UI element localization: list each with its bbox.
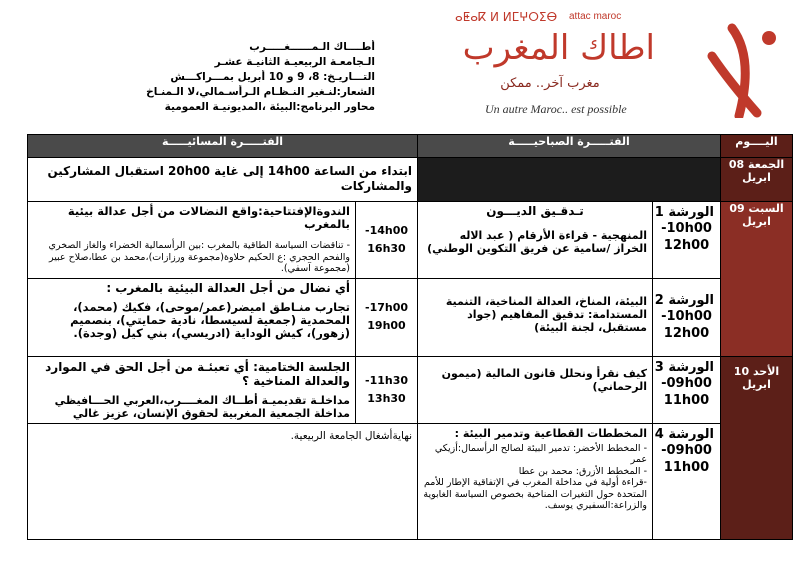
friday-evening [28,158,418,202]
ev3-time [356,356,418,423]
day-friday: الجمعة 08 ابريل [721,158,793,202]
program-table [27,134,793,540]
ws2-label: الورشة 2 [654,292,714,308]
ev4-text: نهايةأشغال الجامعة الربيعية. [290,429,412,442]
ev1-content [28,202,356,279]
ws4-line: - المخطط الأخضر: تدمير البيئة لصالح الرأسمال:أزيكي عمر [434,442,647,465]
ws3-time-start: 09h00- [661,375,712,391]
ev1-time [356,202,418,279]
day-saturday: السبت 09 ابريل [721,202,793,357]
logo-french-slogan: Un autre Maroc.. est possible [485,102,627,116]
ws2-time-start: 10h00- [661,308,712,324]
info-line: الـجامعـة الربيعيـة الثانيـة عشـر [214,56,375,68]
col-header-morning: الفتـــــرة الصباحيـــــة [418,135,721,158]
ev3-body: مداخلـة تقديميـة أطــاك المغــــرب،العربي الحـــافيظي مداخلة الجمعية المغربية لحقوق الإنسان، عزيز غالي [54,393,350,420]
ws2-label-cell [653,278,721,356]
attac-mark-icon [687,18,797,118]
table-header-row [28,135,793,158]
table-row [28,356,793,423]
ev2-time-start: 17h00- [364,301,409,314]
ev3-title: الجلسة الختامية: أي تعبئـة من أجل الحق في الموارد والعدالة المناخية ؟ [45,359,350,388]
table-row [28,202,793,279]
ws4-content [418,423,653,539]
ws3-time-end: 11h00 [663,392,710,408]
ws3-label: الورشة 3 [654,359,714,375]
ws4-time-start: 09h00- [661,442,712,458]
ws2-body: البيئة، المناخ، العدالة المناخية، التنمية المستدامة: تدقيق المفاهيم (جواد مستقبل، لجنة البيئة) [445,294,647,334]
ws4-title: المخططات القطاعية وتدمير البيئة : [454,426,647,440]
ev3-content [28,356,356,423]
ws1-time-end: 12h00 [663,238,710,253]
logo-tifinagh: ⴰⵟⴰⴽ ⵍ ⵍⵎⵖⵔⵉⴱ [455,10,558,24]
ev2-content [28,278,356,356]
ws1-title: تـدقـيق الديـــون [486,204,584,218]
info-line: أطــــاك الـمــــــغـــــرب [249,41,375,53]
ws4-label-cell [653,423,721,539]
ws1-content [418,202,653,279]
info-line: التـــاريـخ: 8، 9 و 10 أبريل بمـــراكـــش [170,71,375,83]
ws4-line: - المخطط الأزرق: محمد بن عطا [518,465,647,477]
ws3-content [418,356,653,423]
ev3-time-end: 13h30 [367,391,406,405]
ws2-time-end: 12h00 [663,325,710,341]
day-sunday: الأحد 10 ابريل [721,356,793,539]
ws4-label: الورشة 4 [654,426,714,442]
col-header-evening: الفتـــــرة المسائيـــــة [28,135,418,158]
ev2-body: تجارب منـاطق اميضر(عمر/موحى)، فكيك (محمد)، المحمدية (جمعية لسيسطا، نادية حمايتي)، بنصميم (زهور)، كيش الوداية (ادريسي)، بني كيل (وجدة). [70,299,350,340]
col-header-day: اليــــوم [721,135,793,158]
ev1-title: الندوةالإفتتاحية:واقع النضالات من أجل عدالة بيئية بالمغرب [67,204,350,231]
ws1-label-cell [653,202,721,279]
ev1-body: - تناقضات السياسة الطاقية بالمغرب :بين الرأسمالية الخضراء والغاز الصخري والفحم الحجري :ع الحكيم حلاوة(مجموعة ورزازات)،محمد بن عطا،صلاح عبير (مجموعة آسفي). [48,240,350,274]
ws3-label-cell [653,356,721,423]
ws1-label: الورشة 1 [654,205,714,220]
friday-evening-text: ابتداء من الساعة 14h00 إلى غاية 20h00 استقبال المشاركين والمشاركات [47,164,412,193]
table-row [28,158,793,202]
logo-arabic: اطاك المغرب [462,28,655,68]
morning-empty [418,158,721,202]
info-line: الشعار:لنـغير النـظـام الـرأسـمالي،لا الـمنـاخ [146,86,375,98]
ws4-time-end: 11h00 [663,459,710,475]
event-info [140,40,375,115]
ws1-time-start: 10h00- [661,221,712,236]
table-row [28,278,793,356]
ev2-time [356,278,418,356]
ws3-body: كيف نقرأ ونحلل قانون المالية (ميمون الرحماني) [441,366,647,393]
ev3-time-start: 11h30- [364,373,409,387]
logo-area [455,10,800,125]
info-line: محاور البرنامج:البيئة ،المديونيـة العمومية [164,101,375,113]
ws4-line: -قراءة أولية في مداخلة المغرب في الإتفاقية الإطار للأمم المتحدة حول التغيرات المناخية بخصوص السياسة الغابوية والزراعة:السفيري يوسف. [423,477,647,511]
ws1-body: المنهجية - قراءة الأرقام ( عبد الاله الخراز /سامية عن فريق التكوين الوطني) [427,229,647,255]
ev1-time-start: 14h00- [364,223,409,237]
logo-attac-small: attac maroc [569,11,622,22]
logo-subtitle: مغرب آخر.. ممكن [500,76,600,91]
table-row [28,423,793,539]
ev2-time-end: 19h00 [367,319,406,332]
ev4-content [28,423,418,539]
ev2-title: أي نضال من أجل العدالة البيئية بالمغرب : [106,280,350,295]
ev1-time-end: 16h30 [367,241,406,255]
ws2-content [418,278,653,356]
